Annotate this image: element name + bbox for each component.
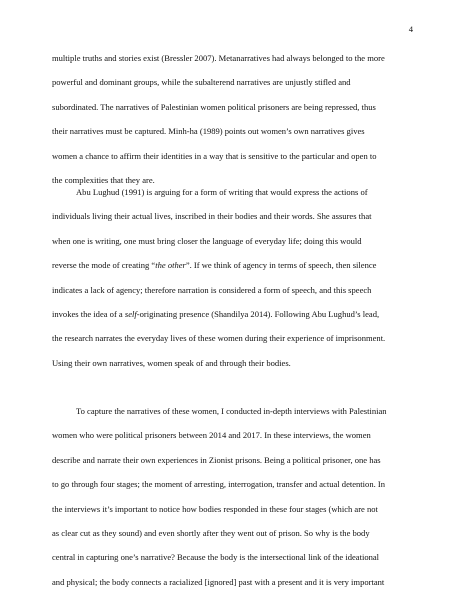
paragraph-line: the interviews it’s important to notice how bodies responded in these four stages (which are not [52, 503, 378, 514]
paragraph-line: women a chance to affirm their identities in a way that is sensitive to the particular and open to [52, 150, 377, 161]
paragraph-line: Using their own narratives, women speak of and through their bodies. [52, 357, 291, 368]
paragraph-line: the research narrates the everyday lives of these women during their experience of imprisonment. [52, 333, 386, 344]
paragraph-line: to go through four stages; the moment of arresting, interrogation, transfer and actual detention. In [52, 479, 385, 490]
line-text: reverse the mode of creating “ [52, 260, 156, 271]
paragraph-line [52, 253, 412, 277]
paragraph-line: indicates a lack of agency; therefore narration is considered a form of speech, and this speech [52, 284, 372, 295]
emphasis-text: the other [155, 260, 186, 271]
paragraph-line: when one is writing, one must bring closer the language of everyday life; doing this would [52, 235, 362, 246]
paragraph-line: the complexities that they are. [52, 174, 155, 185]
paragraph-line: their narratives must be captured. Minh-ha (1989) points out women’s own narratives gives [52, 126, 365, 137]
paragraph-3 [52, 399, 412, 594]
paragraph-line: describe and narrate their own experiences in Zionist prisons. Being a political prisoner, one has [52, 454, 381, 465]
paragraph-line: individuals living their actual lives, inscribed in their bodies and their words. She assures that [52, 211, 372, 222]
paragraph-line: as clear cut as they sound) and even shortly after they went out of prison. So why is the body [52, 527, 370, 538]
paragraph-2 [52, 180, 412, 375]
paragraph-line: powerful and dominant groups, while the subalterend narratives are unjustly stifled and [52, 77, 351, 88]
paragraph-line: multiple truths and stories exist (Bressler 2007). Metanarratives had always belonged to the more [52, 53, 385, 63]
paragraph-line: women who were political prisoners between 2014 and 2017. In these interviews, the women [52, 430, 371, 441]
paragraph-line: subordinated. The narratives of Palestinian women political prisoners are being repressed, thus [52, 101, 376, 112]
line-text: invokes the idea of a [52, 308, 125, 319]
paragraph-line: Abu Lughud (1991) is arguing for a form of writing that would express the actions of [76, 187, 368, 197]
paragraph-line [52, 302, 412, 326]
line-text: ”. If we think of agency in terms of speech, then silence [185, 260, 377, 271]
paragraph-line: To capture the narratives of these women, I conducted in-depth interviews with Palestinian [76, 406, 387, 416]
paragraph-1 [52, 46, 412, 192]
emphasis-text: self [124, 308, 137, 319]
paragraph-line: and physical; the body connects a racialized [ignored] past with a present and it is very important [52, 576, 385, 587]
paragraph-line: central in capturing one’s narrative? Because the body is the intersectional link of the ideational [52, 552, 380, 563]
page-number: 4 [408, 24, 413, 34]
line-text: -originating presence (Shandilya 2014). Following Abu Lughud’s lead, [136, 308, 380, 319]
